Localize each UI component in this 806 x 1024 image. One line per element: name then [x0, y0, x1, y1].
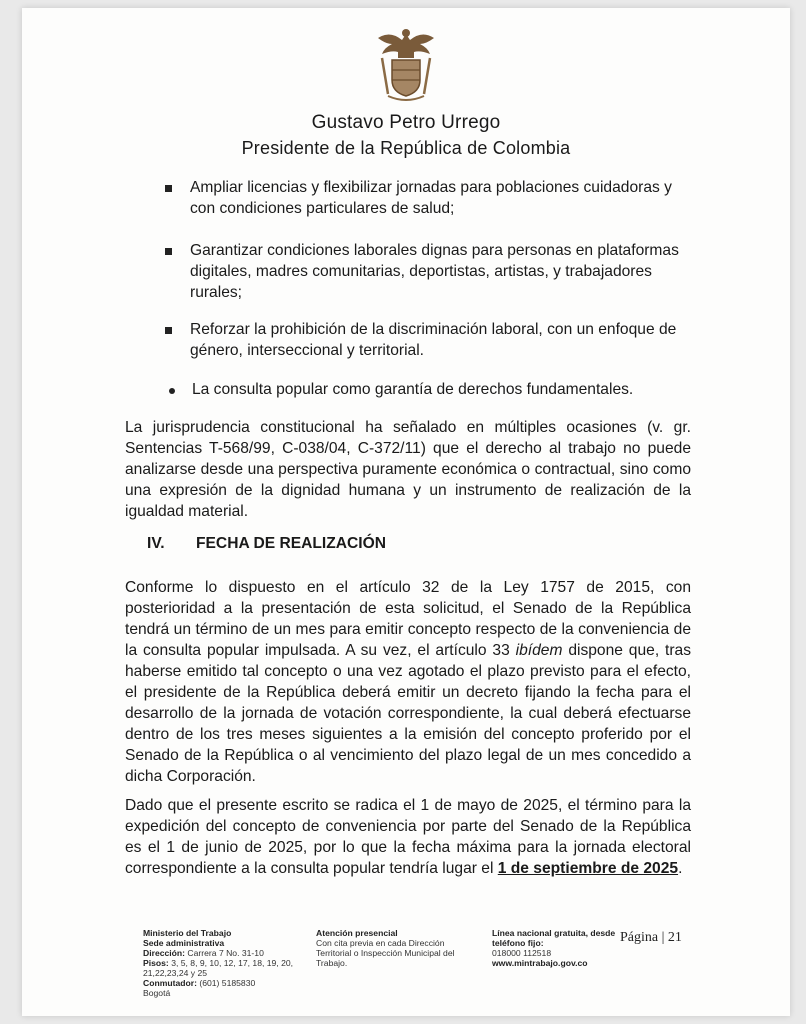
italic-term: ibídem [515, 642, 563, 659]
footer-pisos-value: 3, 5, 8, 9, 10, 12, 17, 18, 19, 20, 21,22,23,24 y 25 [143, 958, 294, 978]
section-number: IV. [147, 535, 165, 552]
footer-phone: 018000 112518 [492, 948, 552, 958]
footer-contact-info [492, 928, 618, 968]
paragraph-text: Conforme lo dispuesto en el artículo 32 de la Ley 1757 de 2015, con posterioridad a la presentación de esta solicitud, el Senado de la República tendrá un término de un mes para emitir concepto respecto de la conveniencia de la consulta popular impulsada. A su vez, el artículo 33 [125, 579, 691, 659]
footer-ministry-info [143, 928, 315, 998]
paragraph: La jurisprudencia constitucional ha señalado en múltiples ocasiones (v. gr. Sentencias T-568/99, C-038/04, C-372/11) que el derecho al trabajo no puede analizarse desde una perspectiva puramente económica o contractual, sino como una expresión de la dignidad humana y un instrumento de realización de la igualdad material. [125, 419, 691, 520]
footer-attention-text: Con cita previa en cada Dirección Territorial o Inspección Municipal del Trabajo. [316, 938, 455, 968]
footer-conm-value: (601) 5185830 [199, 978, 256, 988]
footer-dir-value: Carrera 7 No. 31-10 [187, 948, 264, 958]
page-number: Página | 21 [620, 930, 682, 945]
paragraph [125, 795, 691, 879]
author-name: Gustavo Petro Urrego [311, 112, 501, 133]
document-page [22, 8, 790, 1016]
footer-dir-label: Dirección: [143, 948, 186, 958]
colombia-coat-of-arms-icon [368, 24, 444, 102]
list-item: Ampliar licencias y flexibilizar jornadas para poblaciones cuidadoras y con condiciones particulares de salud; [190, 179, 672, 217]
footer-line-title: Línea nacional gratuita, desde teléfono fijo: [492, 928, 616, 948]
author-title: Presidente de la República de Colombia [241, 138, 571, 158]
paragraph-text: Dado que el presente escrito se radica el 1 de mayo de 2025, el término para la expedición del concepto de conveniencia por parte del Senado de la República es el 1 de junio de 2025, por lo que la fecha máxima para la jornada electoral correspondiente a la consulta popular tendría lugar el [125, 797, 691, 877]
footer-org: Ministerio del Trabajo [143, 928, 232, 938]
list-item: Garantizar condiciones laborales dignas para personas en plataformas digitales, madres comunitarias, deportistas, artistas, y trabajadores rurales; [190, 242, 679, 301]
footer-attention-info [316, 928, 476, 968]
square-bullet-icon [165, 185, 172, 192]
footer-pisos-label: Pisos: [143, 958, 169, 968]
paragraph [125, 577, 691, 787]
list-item: La consulta popular como garantía de derechos fundamentales. [192, 381, 634, 398]
square-bullet-icon [165, 248, 172, 255]
list-item: Reforzar la prohibición de la discriminación laboral, con un enfoque de género, interseccional y territorial. [190, 321, 677, 359]
footer-website: www.mintrabajo.gov.co [492, 958, 588, 968]
footer-sede: Sede administrativa [143, 938, 225, 948]
paragraph-text: dispone que, tras haberse emitido tal concepto o una vez agotado el plazo previsto para el efecto, el presidente de la República deberá emitir un decreto fijando la fecha para el desarrollo de la jornada de votación correspondiente, la cual deberá efectuarse dentro de los tres meses siguientes a la emisión del concepto proferido por el Senado de la República o al vencimiento del plazo legal de un mes concedido a dicha Corporación. [125, 642, 692, 785]
square-bullet-icon [165, 327, 172, 334]
section-title: FECHA DE REALIZACIÓN [196, 535, 387, 552]
round-bullet-icon [169, 388, 175, 394]
emphasized-date: 1 de septiembre de 2025 [497, 860, 679, 877]
footer-conm-label: Conmutador: [143, 978, 197, 988]
footer-attention-title: Atención presencial [316, 928, 398, 938]
paragraph-text: . [678, 860, 683, 877]
footer-city: Bogotá [143, 988, 171, 998]
